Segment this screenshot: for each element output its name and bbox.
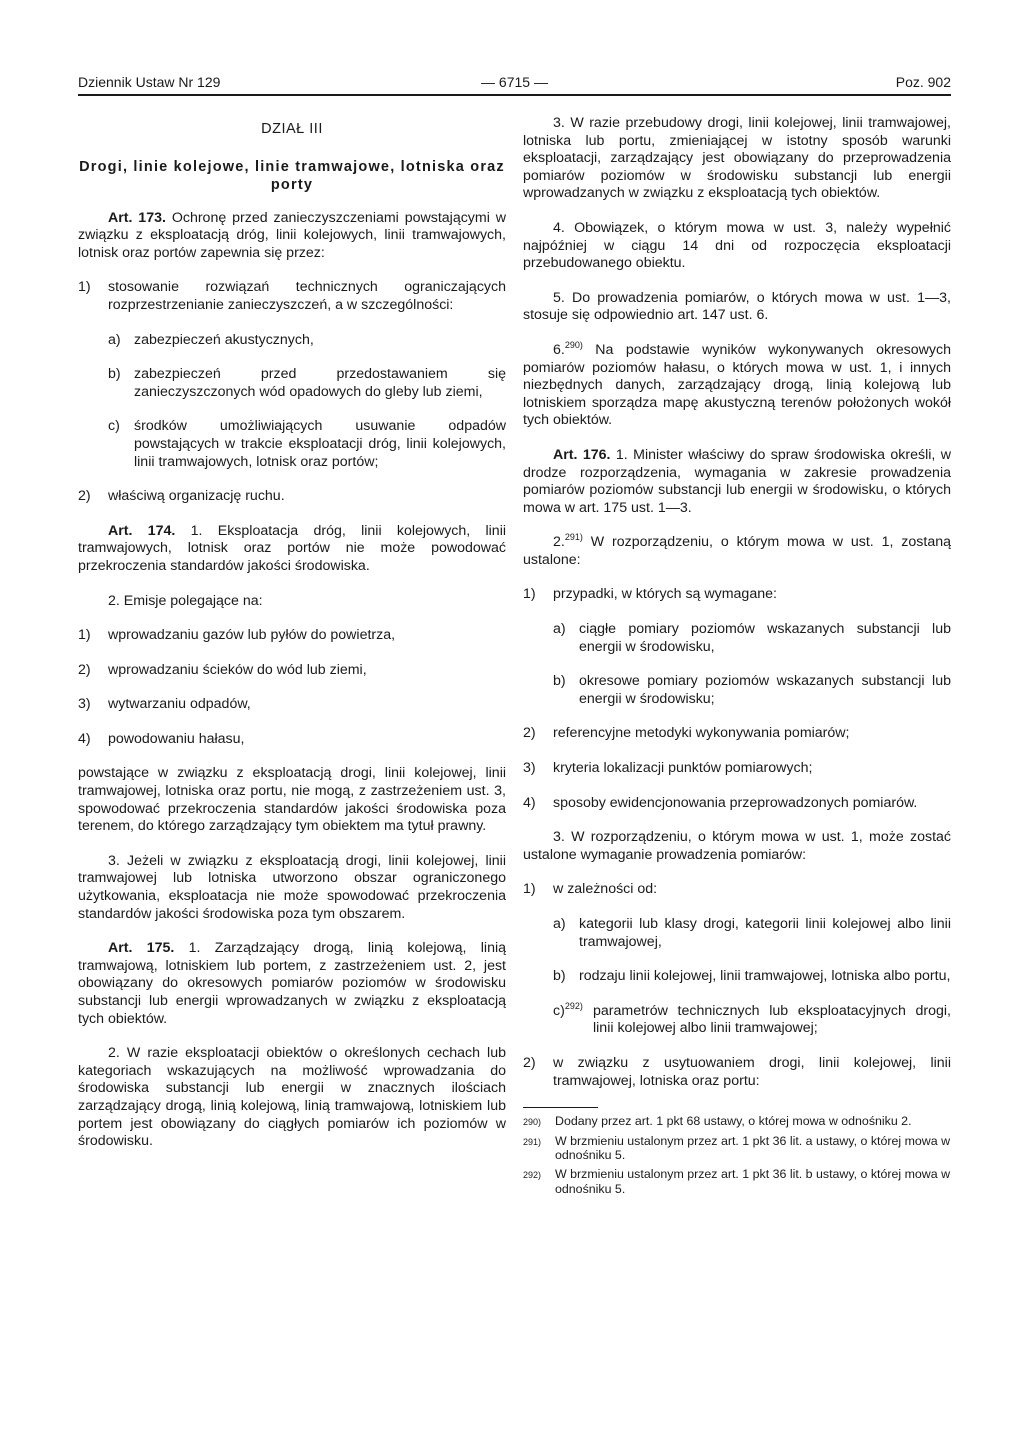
article-text: 1. Zarządzający drogą, linią kolejową, linią tramwajową, lotniskiem lub portem, z zastrzeżeniem ust. 2, jest obowiązany do okresowych pomiarów poziomów w środowisku substancji lub energii wprowadzanych w związku z eksploatacją tych obiektów. <box>78 940 506 1027</box>
list-subitem <box>553 1000 951 1038</box>
list-item <box>78 488 506 506</box>
subitem-letter: b) <box>553 968 566 985</box>
paragraph-text: Na podstawie wyników wykonywanych okresowych pomiarów poziomów hałasu, o których mowa w ust. 1, i innych niezbędnych danych, zarządzający drogą, linią kolejową lub lotniskiem sporządza mapę akustyczną terenów położonych wokół tych obiektów. <box>523 341 951 429</box>
left-column <box>78 115 506 1168</box>
paragraph: 3. W razie przebudowy drogi, linii kolejowej, linii tramwajowej, lotniska lub portu, zmieniającej w istotny sposób warunki eksploatacji, zarządzający jest obowiązany do przeprowadzenia pomiarów poziomów w środowisku substancji lub energii wprowadzanych w związku z eksploatacją tych obiektów. <box>523 115 951 202</box>
list-item <box>523 760 951 778</box>
list-item <box>78 731 506 749</box>
paragraph-text: W rozporządzeniu, o którym mowa w ust. 1, zostaną ustalone: <box>523 534 951 568</box>
paragraph-number: 2. <box>553 534 565 551</box>
footnote-text: W brzmieniu ustalonym przez art. 1 pkt 36 lit. b ustawy, o której mowa w odnośniku 5. <box>555 1166 951 1196</box>
item-text: referencyjne metodyki wykonywania pomiarów; <box>553 725 850 742</box>
page-number: — 6715 — <box>481 74 548 90</box>
header-rule <box>78 94 951 96</box>
paragraph: 3. W rozporządzeniu, o którym mowa w ust. 1, może zostać ustalone wymaganie prowadzenia pomiarów: <box>523 829 951 863</box>
item-number: 2) <box>78 488 91 505</box>
item-number: 1) <box>523 881 536 898</box>
list-subitem <box>553 916 951 951</box>
subitem-letter: a) <box>553 621 566 638</box>
subitem-letter: b) <box>553 673 566 690</box>
item-number: 4) <box>523 794 536 811</box>
subitem-text: kategorii lub klasy drogi, kategorii linii kolejowej albo linii tramwajowej, <box>579 916 951 950</box>
item-number: 2) <box>523 1054 536 1071</box>
article-label: Art. 176. <box>553 446 611 463</box>
subitem-text: okresowe pomiary poziomów wskazanych substancji lub energii w środowisku; <box>579 673 951 707</box>
subitem-text: środków umożliwiających usuwanie odpadów powstających w trakcie eksploatacji dróg, linii kolejowych, linii tramwajowych, lotnisk oraz portów; <box>134 418 506 470</box>
item-number: 1) <box>523 586 536 603</box>
item-number: 4) <box>78 730 91 747</box>
item-text: wprowadzaniu gazów lub pyłów do powietrza, <box>108 627 396 644</box>
list-subitem <box>553 621 951 656</box>
item-number: 3) <box>78 696 91 713</box>
article-176 <box>523 447 951 517</box>
list-item <box>78 696 506 714</box>
paragraph <box>523 534 951 569</box>
section-heading: DZIAŁ III <box>261 121 323 137</box>
paragraph: 2. W razie eksploatacji obiektów o określonych cechach lub kategoriach wskazujących na możliwość wprowadzania do środowiska substancji lub energii w znacznych ilościach zarządzający drogą, linią kolejową, linią tramwajową, lotniskiem lub portem jest obowiązany do ciągłych pomiarów ich poziomów w środowisku. <box>78 1045 506 1150</box>
subitem-letter: b) <box>108 366 121 383</box>
paragraph: 4. Obowiązek, o którym mowa w ust. 3, należy wypełnić najpóźniej w ciągu 14 dni od rozpoczęcia eksploatacji przebudowanego obiektu. <box>523 219 951 272</box>
subitem-letter: a) <box>108 331 121 348</box>
item-text: stosowanie rozwiązań technicznych ograniczających rozprzestrzenianie zanieczyszczeń, a w szczególności: <box>108 279 506 313</box>
list-item <box>78 279 506 314</box>
article-label: Art. 174. <box>108 522 176 539</box>
footnote <box>523 1134 951 1163</box>
list-item <box>523 795 951 813</box>
item-text: powodowaniu hałasu, <box>108 730 245 747</box>
article-text: 1. Eksploatacja dróg, linii kolejowych, linii tramwajowych, lotnisk oraz portów nie może powodować przekroczenia standardów jakości środowiska. <box>78 522 506 574</box>
paragraph-number: 6. <box>553 341 565 358</box>
list-subitem <box>108 366 506 401</box>
footnote-number: 291) <box>523 1136 542 1147</box>
list-item <box>523 881 951 899</box>
list-item <box>523 586 951 604</box>
list-subitem <box>108 332 506 350</box>
list-item <box>523 1055 951 1090</box>
article-175 <box>78 940 506 1028</box>
footnote-number: 292) <box>523 1169 542 1180</box>
item-text: właściwą organizację ruchu. <box>108 488 285 505</box>
item-text: wytwarzaniu odpadów, <box>108 696 251 713</box>
item-text: w związku z usytuowaniem drogi, linii kolejowej, linii tramwajowej, lotniska oraz portu: <box>553 1054 951 1089</box>
footnote-rule <box>523 1107 598 1108</box>
item-number: 2) <box>78 661 91 678</box>
item-number: 3) <box>523 760 536 777</box>
item-number: 2) <box>523 725 536 742</box>
list-subitem <box>553 968 951 986</box>
item-text: kryteria lokalizacji punktów pomiarowych; <box>553 760 813 777</box>
item-text: przypadki, w których są wymagane: <box>553 586 777 603</box>
list-subitem <box>553 673 951 708</box>
paragraph: 5. Do prowadzenia pomiarów, o których mowa w ust. 1—3, stosuje się odpowiednio art. 147 ust. 6. <box>523 289 951 324</box>
journal-title: Dziennik Ustaw Nr 129 <box>78 74 221 90</box>
footnote-number: 290) <box>523 1117 542 1128</box>
position-number: Poz. 902 <box>895 74 951 90</box>
list-item <box>523 725 951 743</box>
article-label: Art. 173. <box>108 209 166 226</box>
item-text: sposoby ewidencjonowania przeprowadzonych pomiarów. <box>553 794 918 811</box>
subitem-text: rodzaju linii kolejowej, linii tramwajowej, lotniska albo portu, <box>579 968 951 985</box>
item-number: 1) <box>78 627 91 644</box>
article-text: Ochronę przed zanieczyszczeniami powstającymi w związku z eksploatacją dróg, linii kolejowych, linii tramwajowych, lotnisk oraz portów zapewnia się przez: <box>78 209 506 261</box>
subitem-letter <box>553 1000 583 1038</box>
footnote-text: W brzmieniu ustalonym przez art. 1 pkt 36 lit. a ustawy, o której mowa w odnośniku 5. <box>555 1133 951 1163</box>
paragraph <box>523 339 951 430</box>
subitem-text: parametrów technicznych lub eksploatacyjnych drogi, linii kolejowej albo linii tramwajowej; <box>593 1002 951 1037</box>
footnote-ref: 290) <box>564 339 583 350</box>
article-label: Art. 175. <box>108 940 175 957</box>
right-column <box>523 115 951 1200</box>
list-item <box>78 662 506 680</box>
article-text: 1. Minister właściwy do spraw środowiska określi, w drodze rozporządzenia, wymagania w zakresie prowadzenia pomiarów poziomów substancji lub energii w środowisku, o których mowa w art. 175 ust. 1—3. <box>523 446 951 516</box>
footnote <box>523 1114 951 1130</box>
subitem-text: ciągłe pomiary poziomów wskazanych substancji lub energii w środowisku, <box>579 621 951 655</box>
article-174 <box>78 523 506 576</box>
page-header <box>78 74 951 96</box>
subitem-text: zabezpieczeń przed przedostawaniem się zanieczyszczonych wód opadowych do gleby lub ziemi, <box>134 366 506 400</box>
footnote <box>523 1167 951 1196</box>
section-title: Drogi, linie kolejowe, linie tramwajowe, lotniska oraz porty <box>79 158 505 193</box>
list-subitem <box>108 418 506 471</box>
footnote-ref: 292) <box>564 1000 583 1011</box>
item-text: w zależności od: <box>553 881 658 898</box>
subitem-letter-text: c) <box>553 1002 565 1019</box>
subitem-text: zabezpieczeń akustycznych, <box>134 331 314 348</box>
footnote-text: Dodany przez art. 1 pkt 68 ustawy, o której mowa w odnośniku 2. <box>555 1114 912 1129</box>
paragraph: powstające w związku z eksploatacją drogi, linii kolejowej, linii tramwajowej, lotniska oraz portu, nie mogą, z zastrzeżeniem ust. 3, spowodować przekroczenia standardów jakości środowiska poza terenem, do którego zarządzający tym obiektem ma tytuł prawny. <box>78 765 506 835</box>
item-text: wprowadzaniu ścieków do wód lub ziemi, <box>108 661 367 678</box>
item-number: 1) <box>78 279 91 296</box>
list-item <box>78 627 506 645</box>
subitem-letter: c) <box>108 418 120 435</box>
paragraph: 3. Jeżeli w związku z eksploatacją drogi, linii kolejowej, linii tramwajowej lub lotniska utworzono obszar ograniczonego użytkowania, eksploatacja nie może spowodować przekroczenia standardów jakości środowiska poza tym obszarem. <box>78 852 506 922</box>
subitem-letter: a) <box>553 916 566 932</box>
paragraph: 2. Emisje polegające na: <box>108 592 263 609</box>
article-173 <box>78 210 506 263</box>
footnote-ref: 291) <box>564 532 583 543</box>
